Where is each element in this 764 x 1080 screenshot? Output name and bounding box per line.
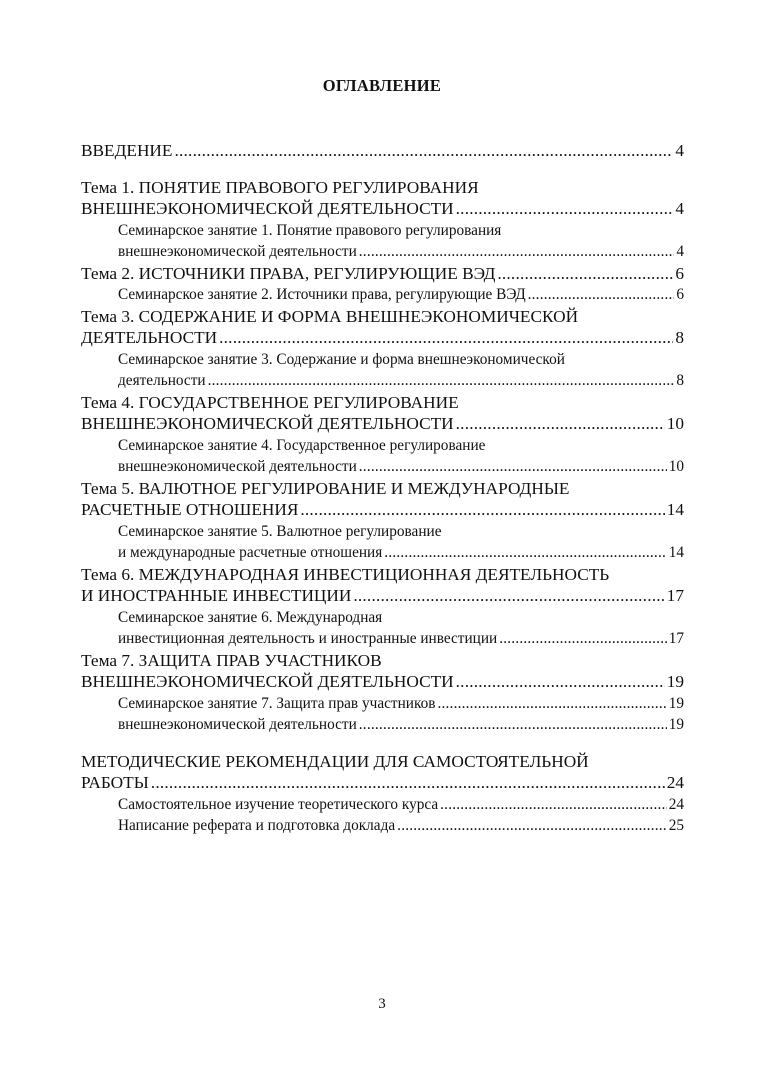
toc-entry-seminar-7[interactable] xyxy=(81,693,684,715)
toc-leader-dots xyxy=(300,499,664,521)
toc-entry-essay[interactable] xyxy=(81,815,684,837)
toc-entry-seminar-3[interactable] xyxy=(81,349,684,371)
toc-page-number: 10 xyxy=(668,458,684,475)
toc-entry-topic-6[interactable] xyxy=(81,564,684,586)
toc-entry-title: Тема 7. ЗАЩИТА ПРАВ УЧАСТНИКОВ xyxy=(81,650,382,670)
toc-leader-dots xyxy=(384,542,666,564)
toc-page-number: 14 xyxy=(668,544,684,561)
toc-leader-dots xyxy=(151,772,665,794)
toc-entry-title: РАСЧЕТНЫЕ ОТНОШЕНИЯ xyxy=(81,500,299,519)
toc-entry-topic-4[interactable] xyxy=(81,392,684,414)
page-number: 3 xyxy=(378,996,386,1012)
toc-leader-dots xyxy=(499,628,666,650)
toc-entry-seminar-2[interactable] xyxy=(81,284,684,306)
section-gap xyxy=(81,162,684,177)
toc-entry-topic-5[interactable] xyxy=(81,478,684,500)
toc-leader-dots xyxy=(208,370,675,392)
toc-page-number: 19 xyxy=(668,716,684,733)
toc-page-number: 4 xyxy=(675,199,684,218)
toc-page-number: 25 xyxy=(668,817,684,834)
toc-leader-dots xyxy=(456,198,674,220)
toc-leader-dots xyxy=(219,327,673,349)
toc-entry-topic-3[interactable] xyxy=(81,306,684,328)
toc-page-number: 6 xyxy=(676,286,684,303)
toc-entry-title: Семинарское занятие 6. Международная xyxy=(118,608,383,626)
toc-leader-dots xyxy=(528,284,675,306)
toc-entry-title: и международные расчетные отношения xyxy=(118,544,383,561)
toc-leader-dots xyxy=(359,714,667,736)
toc-entry-title: деятельности xyxy=(118,372,206,389)
section-gap xyxy=(81,736,684,751)
toc-entry-title: внешнеэкономической деятельности xyxy=(118,716,357,733)
toc-entry-seminar-6[interactable] xyxy=(81,607,684,629)
toc-entry-topic-6-cont[interactable] xyxy=(81,585,684,607)
table-of-contents xyxy=(81,140,684,837)
toc-entry-title: ВНЕШНЕЭКОНОМИЧЕСКОЙ ДЕЯТЕЛЬНОСТИ xyxy=(81,199,454,218)
toc-entry-topic-7[interactable] xyxy=(81,650,684,672)
toc-page-number: 8 xyxy=(675,328,684,347)
toc-entry-title: ВНЕШНЕЭКОНОМИЧЕСКОЙ ДЕЯТЕЛЬНОСТИ xyxy=(81,414,454,433)
toc-entry-title: внешнеэкономической деятельности xyxy=(118,458,357,475)
toc-leader-dots xyxy=(440,794,667,816)
toc-entry-title: Тема 6. МЕЖДУНАРОДНАЯ ИНВЕСТИЦИОННАЯ ДЕЯТЕЛЬНОСТЬ xyxy=(81,564,610,584)
toc-entry-title: Тема 1. ПОНЯТИЕ ПРАВОВОГО РЕГУЛИРОВАНИЯ xyxy=(81,177,479,197)
toc-entry-title: МЕТОДИЧЕСКИЕ РЕКОМЕНДАЦИИ ДЛЯ САМОСТОЯТЕЛЬНОЙ xyxy=(81,751,589,771)
toc-entry-title: Семинарское занятие 1. Понятие правового регулирования xyxy=(118,221,502,239)
toc-entry-topic-4-cont[interactable] xyxy=(81,413,684,435)
toc-entry-topic-5-cont[interactable] xyxy=(81,499,684,521)
toc-entry-title: Семинарское занятие 3. Содержание и форма внешнеэкономической xyxy=(118,350,565,368)
toc-entry-seminar-5[interactable] xyxy=(81,521,684,543)
toc-entry-topic-1[interactable] xyxy=(81,177,684,199)
toc-entry-methodical-cont[interactable] xyxy=(81,772,684,794)
toc-entry-topic-3-cont[interactable] xyxy=(81,327,684,349)
toc-page-number: 8 xyxy=(676,372,684,389)
toc-entry-title: Семинарское занятие 4. Государственное регулирование xyxy=(118,436,486,454)
page-title: ОГЛАВЛЕНИЕ xyxy=(322,76,442,95)
toc-entry-seminar-4-cont[interactable] xyxy=(81,456,684,478)
toc-entry-title: РАБОТЫ xyxy=(81,773,149,792)
toc-entry-topic-7-cont[interactable] xyxy=(81,671,684,693)
toc-entry-seminar-1-cont[interactable] xyxy=(81,241,684,263)
toc-entry-methodical[interactable] xyxy=(81,751,684,773)
toc-entry-seminar-1[interactable] xyxy=(81,220,684,242)
toc-page-number: 4 xyxy=(676,243,684,260)
toc-entry-title: Тема 3. СОДЕРЖАНИЕ И ФОРМА ВНЕШНЕЭКОНОМИЧЕСКОЙ xyxy=(81,306,579,326)
toc-entry-self-study[interactable] xyxy=(81,794,684,816)
toc-entry-title: внешнеэкономической деятельности xyxy=(118,243,357,260)
toc-leader-dots xyxy=(437,693,666,715)
toc-entry-title: Семинарское занятие 2. Источники права, регулирующие ВЭД xyxy=(118,286,526,303)
toc-leader-dots xyxy=(359,241,675,263)
toc-page-number: 4 xyxy=(675,141,684,160)
toc-entry-title: инвестиционная деятельность и иностранные инвестиции xyxy=(118,630,498,647)
toc-page-number: 14 xyxy=(666,500,684,519)
toc-page-number: 19 xyxy=(666,672,684,691)
toc-entry-seminar-5-cont[interactable] xyxy=(81,542,684,564)
toc-page-number: 10 xyxy=(666,414,684,433)
toc-entry-title: Семинарское занятие 5. Валютное регулирование xyxy=(118,522,442,540)
toc-page-number: 19 xyxy=(668,694,684,712)
toc-entry-title: Семинарское занятие 7. Защита прав участников xyxy=(118,694,436,712)
toc-page-number: 24 xyxy=(666,773,684,792)
toc-entry-title: И ИНОСТРАННЫЕ ИНВЕСТИЦИИ xyxy=(81,586,352,605)
toc-entry-title: Написание реферата и подготовка доклада xyxy=(118,817,396,834)
toc-entry-title: ДЕЯТЕЛЬНОСТИ xyxy=(81,328,218,347)
toc-page-number: 24 xyxy=(668,795,684,813)
toc-leader-dots xyxy=(359,456,667,478)
toc-entry-title: Тема 2. ИСТОЧНИКИ ПРАВА, РЕГУЛИРУЮЩИЕ ВЭД xyxy=(81,263,496,283)
toc-leader-dots xyxy=(174,140,673,162)
toc-entry-seminar-7-cont[interactable] xyxy=(81,714,684,736)
toc-entry-topic-2[interactable] xyxy=(81,263,684,285)
toc-entry-title: Самостоятельное изучение теоретического курса xyxy=(118,795,439,813)
toc-page-number: 17 xyxy=(668,630,684,647)
toc-page-number: 17 xyxy=(666,586,684,605)
toc-entry-topic-1-cont[interactable] xyxy=(81,198,684,220)
toc-entry-title: ВВЕДЕНИЕ xyxy=(81,141,173,160)
toc-page-number: 6 xyxy=(675,263,684,283)
toc-entry-seminar-4[interactable] xyxy=(81,435,684,457)
toc-entry-seminar-3-cont[interactable] xyxy=(81,370,684,392)
toc-entry-title: ВНЕШНЕЭКОНОМИЧЕСКОЙ ДЕЯТЕЛЬНОСТИ xyxy=(81,672,454,691)
toc-entry-intro[interactable] xyxy=(81,140,684,162)
toc-entry-title: Тема 4. ГОСУДАРСТВЕННОЕ РЕГУЛИРОВАНИЕ xyxy=(81,392,459,412)
toc-entry-title: Тема 5. ВАЛЮТНОЕ РЕГУЛИРОВАНИЕ И МЕЖДУНАРОДНЫЕ xyxy=(81,478,570,498)
toc-leader-dots xyxy=(353,585,664,607)
toc-leader-dots xyxy=(497,263,673,285)
toc-entry-seminar-6-cont[interactable] xyxy=(81,628,684,650)
toc-leader-dots xyxy=(397,815,667,837)
toc-leader-dots xyxy=(456,671,665,693)
toc-leader-dots xyxy=(456,413,665,435)
